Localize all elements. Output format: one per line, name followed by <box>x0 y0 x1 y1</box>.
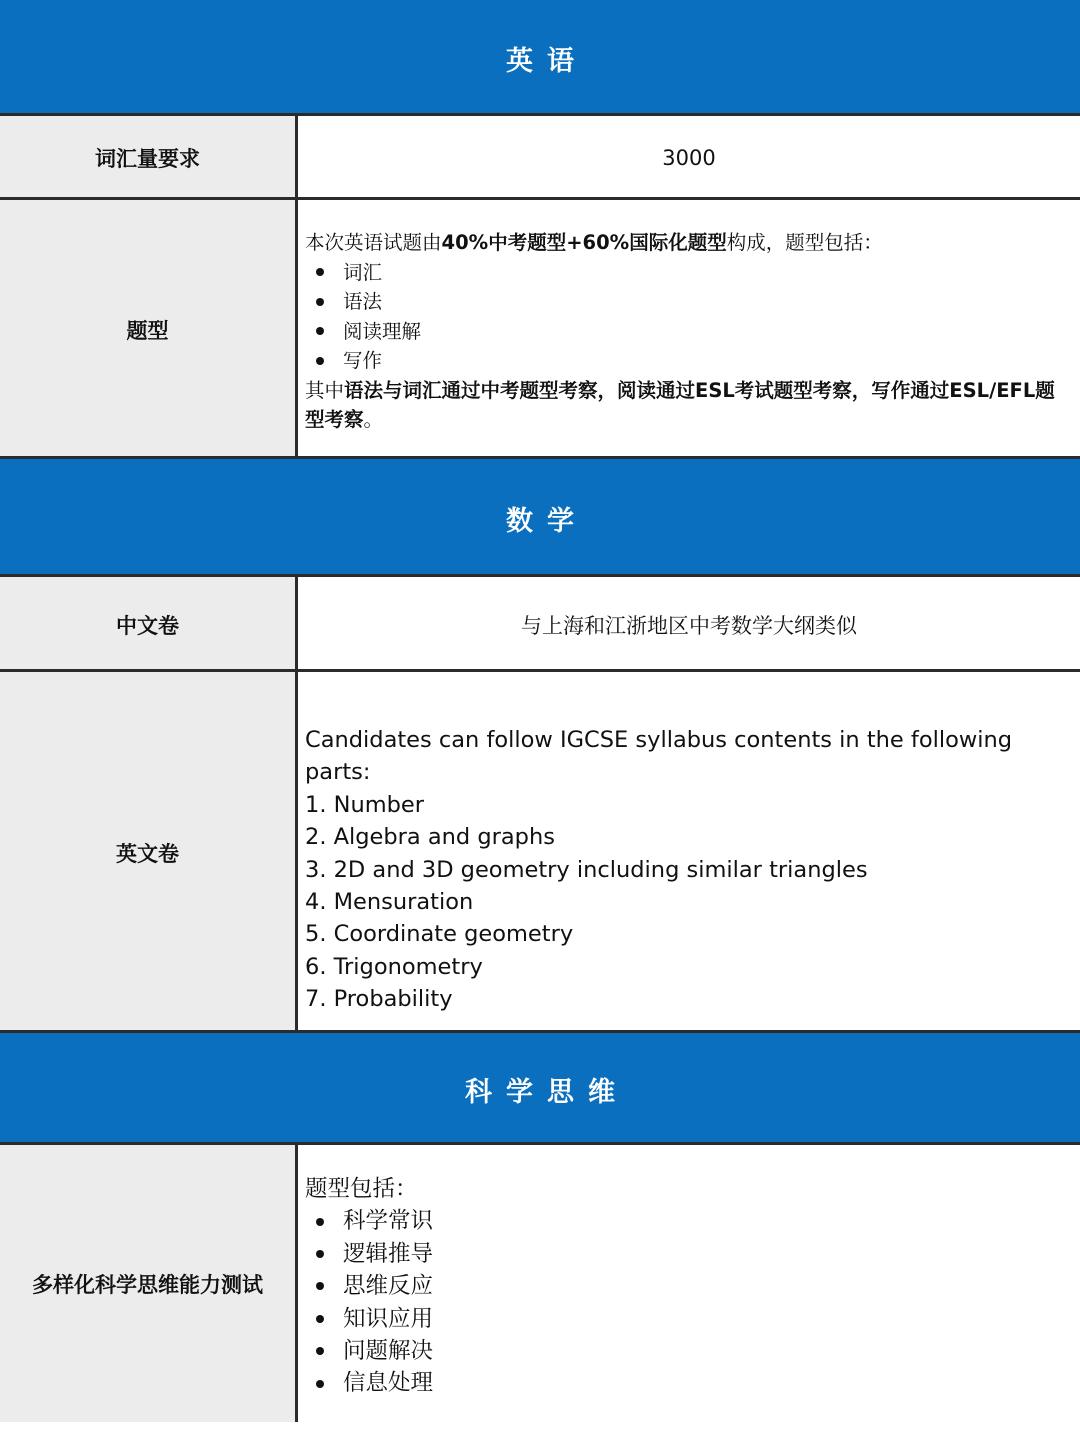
section-header-science <box>0 1030 1080 1145</box>
row-label-english-paper <box>0 669 298 1033</box>
list-item: 词汇 <box>305 258 1074 288</box>
syllabus-item: 6. Trigonometry <box>305 953 483 980</box>
list-item: 问题解决 <box>305 1335 1074 1367</box>
row-label-chinese-paper <box>0 574 298 672</box>
syllabus-item: 4. Mensuration <box>305 889 474 916</box>
label-text: 题型 <box>126 318 169 343</box>
label-text: 多样化科学思维能力测试 <box>32 1272 263 1297</box>
row-value-science-test <box>298 1142 1080 1422</box>
list-item: 信息处理 <box>305 1367 1074 1399</box>
list-item: 阅读理解 <box>305 317 1074 347</box>
section-title: 数学 <box>506 505 588 537</box>
list-item: 逻辑推导 <box>305 1238 1074 1270</box>
row-label-question-types <box>0 197 298 459</box>
english-types-list <box>305 258 1074 376</box>
label-text: 英文卷 <box>116 841 179 866</box>
syllabus-item: 2. Algebra and graphs <box>305 824 555 851</box>
chinese-paper-value: 与上海和江浙地区中考数学大纲类似 <box>521 613 857 638</box>
list-item: 语法 <box>305 287 1074 317</box>
row-label-science-test <box>0 1142 298 1422</box>
list-item: 知识应用 <box>305 1303 1074 1335</box>
english-types-text <box>305 228 1074 435</box>
science-types-list <box>305 1205 1074 1399</box>
section-header-math <box>0 456 1080 577</box>
row-value-english-paper <box>298 669 1080 1033</box>
row-value-chinese-paper <box>298 574 1080 672</box>
syllabus-item: 7. Probability <box>305 986 453 1013</box>
english-paper-text <box>305 724 1074 1016</box>
vocab-value: 3000 <box>662 146 716 170</box>
syllabus-item: 5. Coordinate geometry <box>305 921 574 948</box>
english-intro: 本次英语试题由40%中考题型+60%国际化题型构成，题型包括： <box>305 231 883 254</box>
label-text: 词汇量要求 <box>95 147 200 171</box>
section-title: 英语 <box>506 45 588 77</box>
list-item: 思维反应 <box>305 1270 1074 1302</box>
row-value-vocab <box>298 113 1080 200</box>
english-paper-intro: Candidates can follow IGCSE syllabus contents in the following parts: <box>305 727 1013 786</box>
syllabus-item: 1. Number <box>305 791 425 818</box>
list-item: 科学常识 <box>305 1205 1074 1237</box>
row-value-question-types <box>298 197 1080 459</box>
section-header-english <box>0 0 1080 116</box>
syllabus-item: 3. 2D and 3D geometry including similar triangles <box>305 856 868 883</box>
english-outro: 其中语法与词汇通过中考题型考察，阅读通过ESL考试题型考察，写作通过ESL/EFL题型考察。 <box>305 378 1055 431</box>
science-intro: 题型包括： <box>305 1176 418 1202</box>
label-text: 中文卷 <box>116 613 179 638</box>
science-types-text <box>305 1173 1074 1400</box>
list-item: 写作 <box>305 346 1074 376</box>
row-label-vocab <box>0 113 298 200</box>
section-title: 科学思维 <box>465 1076 629 1108</box>
